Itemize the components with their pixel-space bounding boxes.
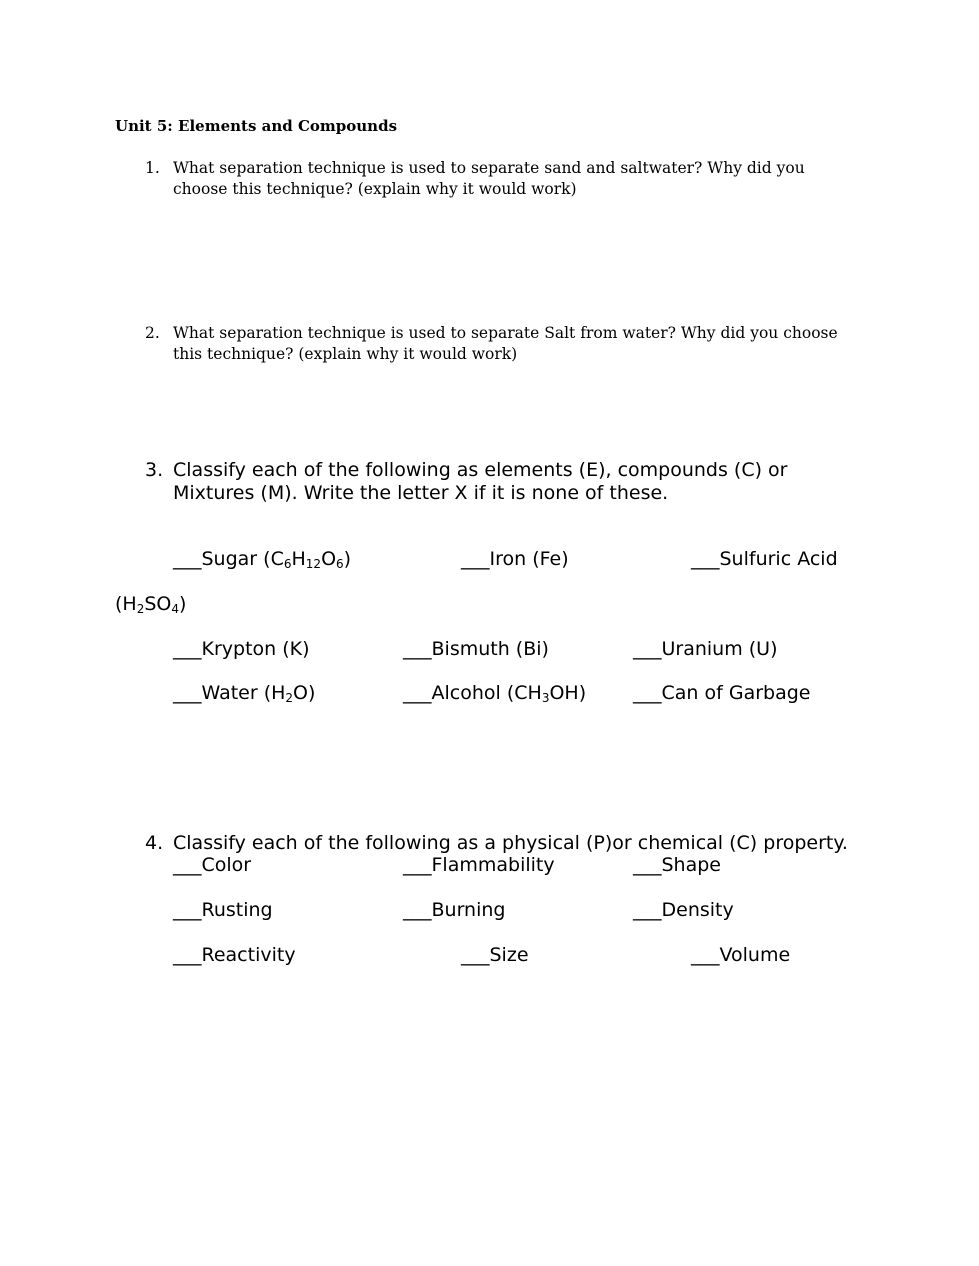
answer-blank[interactable]: ___ <box>633 854 662 876</box>
classify-item-bismuth: ___Bismuth (Bi) <box>403 638 549 660</box>
classify-item-krypton: ___Krypton (K) <box>173 638 310 660</box>
question-1-number: 1. <box>145 159 160 177</box>
answer-blank[interactable]: ___ <box>173 854 202 876</box>
property-item-reactivity: ___Reactivity <box>173 944 296 966</box>
classify-item-alcohol: ___Alcohol $(CH_3OH)$ <box>403 682 587 705</box>
classify-item-sulfuric-acid-formula: $(H_2SO_4)$ <box>115 593 187 616</box>
answer-blank[interactable]: ___ <box>691 944 720 966</box>
answer-blank[interactable]: ___ <box>403 854 432 876</box>
question-2-text: What separation technique is used to separate Salt from water? Why did you choose this technique? (explain why it would work) <box>173 324 838 363</box>
property-item-density: ___Density <box>633 899 734 921</box>
property-item-burning: ___Burning <box>403 899 506 921</box>
classify-item-sugar: ___Sugar $(C_6H_{12}O_6)$ <box>173 548 352 571</box>
property-item-color: ___Color <box>173 854 252 876</box>
answer-blank[interactable]: ___ <box>633 682 662 704</box>
classify-item-water: ___Water $(H_2O)$ <box>173 682 316 705</box>
question-3-number: 3. <box>145 459 164 481</box>
page-title: Unit 5: Elements and Compounds <box>115 117 398 135</box>
answer-blank[interactable]: ___ <box>173 548 202 570</box>
answer-blank[interactable]: ___ <box>173 682 202 704</box>
question-4-number: 4. <box>145 832 164 854</box>
answer-blank[interactable]: ___ <box>461 548 490 570</box>
classify-item-can-of-garbage: ___Can of Garbage <box>633 682 811 704</box>
answer-blank[interactable]: ___ <box>633 899 662 921</box>
property-item-flammability: ___Flammability <box>403 854 555 876</box>
answer-blank[interactable]: ___ <box>173 944 202 966</box>
property-item-volume: ___Volume <box>691 944 791 966</box>
question-2-number: 2. <box>145 324 160 342</box>
answer-blank[interactable]: ___ <box>403 682 432 704</box>
classify-item-iron: ___Iron (Fe) <box>461 548 569 570</box>
property-item-shape: ___Shape <box>633 854 721 876</box>
answer-blank[interactable]: ___ <box>173 638 202 660</box>
answer-blank[interactable]: ___ <box>691 548 720 570</box>
question-3-text: Classify each of the following as elements (E), compounds (C) or Mixtures (M). Write the letter X if it is none of these. <box>173 459 788 504</box>
answer-blank[interactable]: ___ <box>403 899 432 921</box>
question-1-text: What separation technique is used to separate sand and saltwater? Why did you choose this technique? (explain why it would work) <box>173 159 805 198</box>
answer-blank[interactable]: ___ <box>173 899 202 921</box>
classify-item-uranium: ___Uranium (U) <box>633 638 778 660</box>
question-4-text: Classify each of the following as a physical (P)or chemical (C) property. <box>173 832 848 854</box>
property-item-size: ___Size <box>461 944 529 966</box>
answer-blank[interactable]: ___ <box>403 638 432 660</box>
property-item-rusting: ___Rusting <box>173 899 273 921</box>
answer-blank[interactable]: ___ <box>633 638 662 660</box>
answer-blank[interactable]: ___ <box>461 944 490 966</box>
classify-item-sulfuric-acid: ___Sulfuric Acid <box>691 548 838 570</box>
